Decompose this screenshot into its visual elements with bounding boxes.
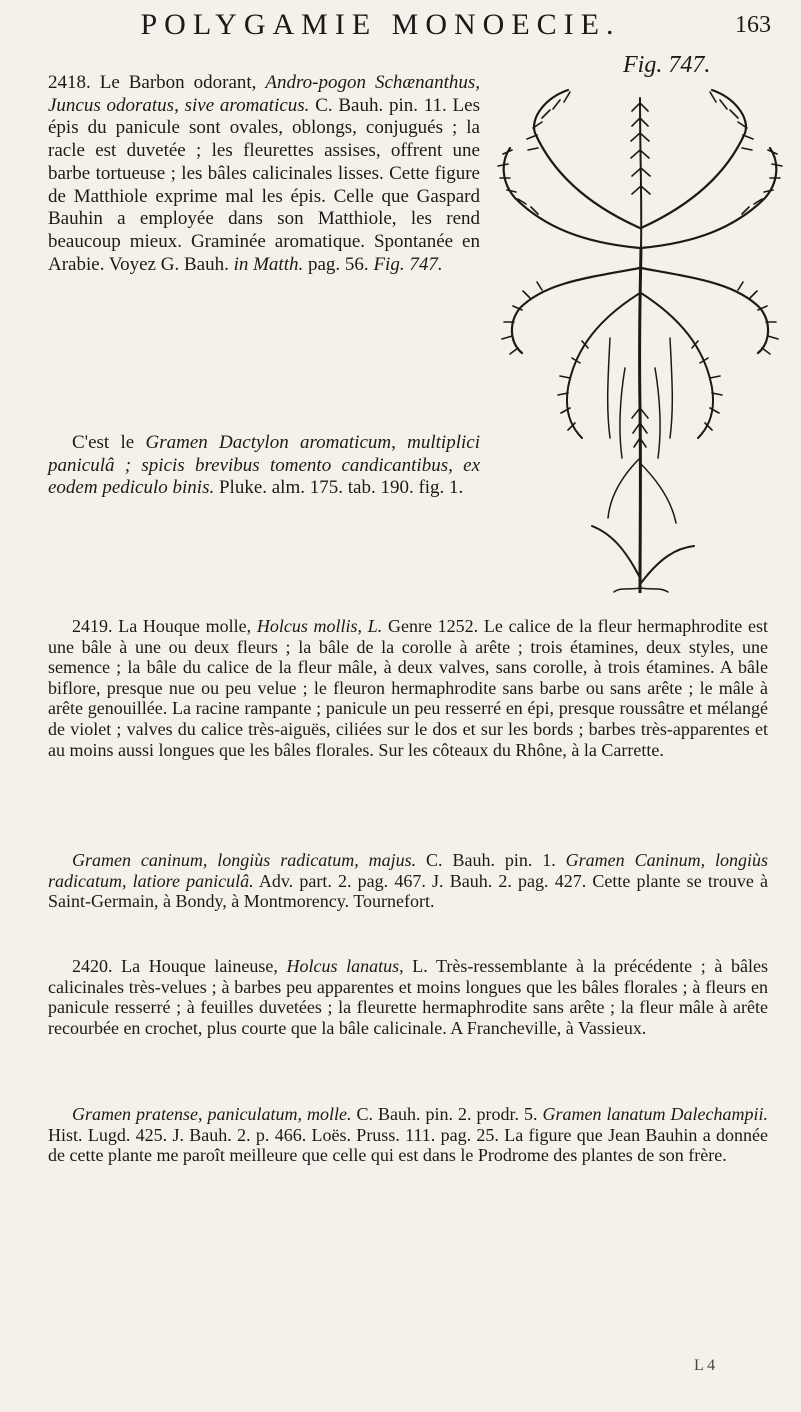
entry-2419: [48, 616, 768, 760]
page-number: 163: [735, 12, 771, 38]
synonym-1-intro: C'est le: [72, 432, 146, 453]
running-head: [34, 6, 771, 50]
synonym-3-latin-b: Gramen lanatum Dalechampii.: [542, 1104, 768, 1124]
entry-2420-body: L. Très-ressemblante à la précédente ; à bâles calicinales très-velues ; à barbes peu apparentes et moins longues que les bâles florales ; à fleurs en panicule resserré ; à feuilles duvetées ; la fleurette hermaphrodite sans arête ; la fleur mâle à arête recourbée en crochet, plus courte que la bâle calicinale. A Francheville, à Vassieux.: [48, 956, 769, 1038]
synonym-2-latin-a: Gramen caninum, longiùs radicatum, majus.: [72, 850, 417, 870]
running-title: POLYGAMIE MONOECIE.: [140, 8, 621, 41]
synonym-2-latin-b: Gramen Caninum, longiùs radicatum, latiore paniculâ.: [48, 850, 768, 891]
entry-2418-body: C. Bauh. pin. 11. Les épis du panicule sont ovales, oblongs, conjugués ; la racle est duvetée ; les fleurettes assises, offrent une barbe tortueuse ; les bâles calicinales lisses. Cette figure de Matthiole exprime mal les épis. Celle que Gaspard Bauhin a employée dans son Matthiole, les rend beaucoup mieux. Graminée aromatique. Spontanée en Arabie. Voyez G. Bauh.: [48, 94, 480, 275]
entry-2418-number-name: 2418. Le Barbon odorant,: [48, 72, 266, 93]
synonym-2-ref-a: C. Bauh. pin. 1.: [416, 850, 566, 870]
synonym-3-ref-b: Hist. Lugd. 425. J. Bauh. 2. p. 466. Loës. Pruss. 111. pag. 25. La figure que Jean Bauhin a donnée de cette plante me paroît meilleure que celle qui est dans le Prodrome des plantes de son frère.: [48, 1124, 768, 1166]
entry-2418-ref: pag. 56.: [303, 253, 374, 275]
entry-2420-latin-name: Holcus lanatus,: [286, 956, 404, 976]
entry-2419-number-name: 2419. La Houque molle,: [72, 616, 257, 636]
synonym-2-ref-b: Adv. part. 2. pag. 467. J. Bauh. 2. pag. 427. Cette plante se trouve à Saint-Germain, à Bondy, à Montmorency. Tournefort.: [48, 870, 768, 912]
figure-label: Fig. 747.: [623, 52, 711, 78]
synonym-paragraph-1: [48, 432, 480, 500]
entry-2418-fig-ref: Fig. 747.: [373, 253, 443, 275]
grass-illustration: [490, 78, 790, 593]
synonym-3-latin-a: Gramen pratense, paniculatum, molle.: [72, 1104, 352, 1124]
synonym-1-ref: Pluke. alm. 175. tab. 190. fig. 1.: [214, 477, 464, 499]
entry-2418-ref-italic: in Matth.: [233, 253, 304, 275]
entry-2419-body: Genre 1252. Le calice de la fleur hermaphrodite est une bâle à une ou deux fleurs ; la bâle de la corolle à arête ; trois étamines, deux styles, une semence ; la bâle du calice de la fleur mâle, à deux valves, sans corolle, à trois étamines. A bâle biflore, presque nue ou peu velue ; le fleuron hermaphrodite sans barbe ou sans arête ; le mâle à arête genouillée. La racine rampante ; panicule un peu resserré en épi, presque roussâtre et mélangé de violet ; valves du calice très-aiguës, ciliées sur le dos et sur les bords ; barbes très-apparentes et au moins aussi longues que les bâles florales. Sur les côteaux du Rhône, à la Carrette.: [48, 616, 769, 760]
entry-2418-latin-name: Andro-pogon Schænanthus, Juncus odoratus, sive aromaticus.: [48, 72, 480, 116]
entry-2418: [48, 72, 480, 276]
entry-2420: [48, 956, 768, 1038]
entry-2420-number-name: 2420. La Houque laineuse,: [72, 956, 287, 976]
synonym-3-ref-a: C. Bauh. pin. 2. prodr. 5.: [351, 1104, 543, 1124]
entry-2419-latin-name: Holcus mollis, L.: [256, 616, 383, 636]
synonym-paragraph-3: [48, 1104, 768, 1166]
synonym-paragraph-2: [48, 850, 768, 912]
synonym-1-latin: Gramen Dactylon aromaticum, multiplici paniculâ ; spicis brevibus tomento candicantibus, ex eodem pediculo binis.: [48, 432, 480, 499]
signature-mark: L 4: [694, 1357, 716, 1374]
